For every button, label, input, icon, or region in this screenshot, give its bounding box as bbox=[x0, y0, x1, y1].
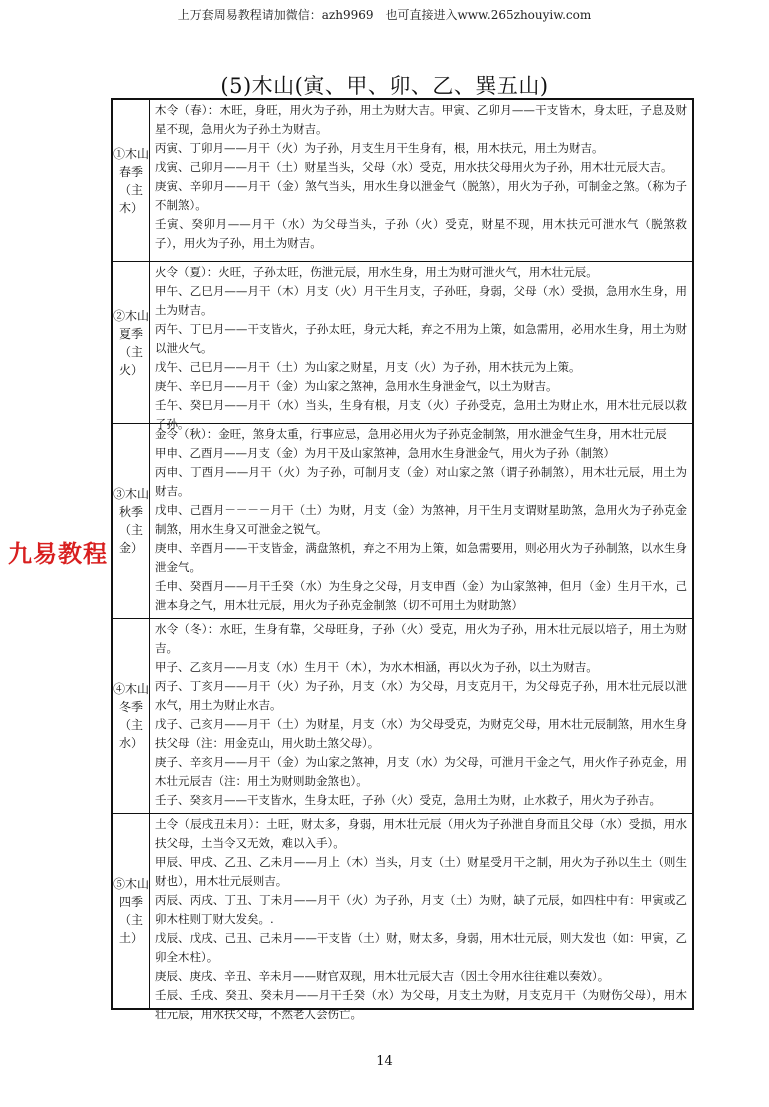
label-line: 夏季 bbox=[118, 326, 143, 341]
content-line: 庚辰、庚戌、辛丑、辛未月——财官双现，用木壮元辰大吉（因土令用水往往难以奏效）。 bbox=[155, 969, 610, 983]
page-header: 上万套周易教程请加微信：azh9969 也可直接进入www.265zhouyiw.com bbox=[177, 8, 592, 22]
label-line: ③木山 bbox=[113, 487, 150, 501]
table-row bbox=[113, 423, 692, 618]
content-line: 壬寅、癸卯月——月干（水）为父母当头，子孙（火）受克，财星不现，用木扶元可泄水气（脱煞救子），用火为子孙，用土为财吉。 bbox=[155, 217, 687, 250]
content-line: 丙辰、丙戌、丁丑、丁未月——月干（火）为子孙，月支（土）为财，缺了元辰，如四柱中有：甲寅或乙卯木柱则丁财大发矣。. bbox=[155, 893, 687, 926]
page-title: (5)木山(寅、甲、卯、乙、巽五山) bbox=[220, 74, 549, 98]
content-line: 甲辰、甲戌、乙丑、乙未月——月上（木）当头，月支（土）财星受月干之制，用火为子孙以生土（则生财也），用木壮元辰则吉。 bbox=[155, 855, 687, 888]
section-content bbox=[150, 619, 692, 813]
content-line: 金令（秋）：金旺，煞身太重，行事应忌，急用必用火为子孙克金制煞，用水泄金气生身，用木壮元辰 bbox=[155, 427, 667, 441]
label-line: 秋季 bbox=[118, 505, 143, 519]
label-line: ①木山 bbox=[113, 146, 150, 161]
label-line: （主木） bbox=[118, 182, 143, 215]
label-line: ④木山 bbox=[113, 682, 150, 696]
section-content bbox=[150, 262, 692, 431]
table-row bbox=[113, 813, 692, 1021]
content-line: 戊午、己巳月——月干（土）为山家之财星，月支（火）为子孙，用木扶元为上策。 bbox=[155, 360, 581, 374]
content-line: 甲子、乙亥月——月支（水）生月干（木），为水木相涵，再以火为子孙，以土为财吉。 bbox=[155, 660, 598, 674]
watermark-text: 九易教程 bbox=[8, 540, 108, 568]
content-line: 庚午、辛巳月——月干（金）为山家之煞神，急用水生身泄金气，以土为财吉。 bbox=[155, 379, 558, 393]
table-row bbox=[113, 261, 692, 431]
content-line: 土令（辰戌丑未月）：土旺，财太多，身弱，用木壮元辰（用火为子孙泄自身而且父母（水）受损，用水扶父母，土当令又无效，难以入手）。 bbox=[155, 817, 687, 850]
label-line: ⑤木山 bbox=[113, 877, 150, 891]
label-line: 四季 bbox=[118, 895, 143, 909]
content-line: 丙子、丁亥月——月干（火）为子孙，月支（水）为父母，月支克月干，为父母克子孙，用木壮元辰以泄水气，用土为财止水吉。 bbox=[155, 679, 687, 712]
content-line: 甲申、乙酉月——月支（金）为月干及山家煞神，急用水生身泄金气，用火为子孙（制煞） bbox=[155, 446, 615, 460]
content-line: 木令（春）：木旺，身旺，用火为子孙，用土为财大吉。甲寅、乙卯月——干支皆木，身太旺，子息及财星不现，急用火为子孙土为财吉。 bbox=[155, 103, 687, 136]
section-content bbox=[150, 100, 692, 261]
table-row bbox=[113, 618, 692, 813]
page-number: 14 bbox=[376, 1054, 393, 1069]
content-line: 丙寅、丁卯月——月干（火）为子孙，月支生月干生身有，根，用木扶元，用土为财吉。 bbox=[155, 141, 604, 155]
content-line: 庚寅、辛卯月——月干（金）煞气当头，用水生身以泄金气（脱煞），用火为子孙，可制金之煞。（称为子不制煞）。 bbox=[155, 179, 687, 212]
label-line: （主土） bbox=[118, 913, 143, 945]
season-label bbox=[113, 100, 150, 261]
content-line: 壬午、癸巳月——月干（水）当头，生身有根，月支（火）子孙受克，急用土为财止水，用木壮元辰以救子孙。 bbox=[155, 398, 687, 431]
label-line: （主金） bbox=[118, 523, 143, 555]
label-line: （主火） bbox=[118, 344, 143, 377]
label-line: （主水） bbox=[118, 718, 143, 750]
section-content bbox=[150, 424, 692, 618]
content-line: 壬辰、壬戌、癸丑、癸未月——月干壬癸（水）为父母，月支土为财，月支克月干（为财伤父母），用木壮元辰，用水扶父母，不然老人会伤亡。 bbox=[155, 988, 687, 1021]
content-line: 戊寅、己卯月——月干（土）财星当头，父母（水）受克，用水扶父母用火为子孙，用木壮元辰大吉。 bbox=[155, 160, 673, 174]
season-label bbox=[113, 424, 150, 618]
content-line: 水令（冬）：水旺，生身有靠，父母旺身，子孙（火）受克，用火为子孙，用木壮元辰以培子，用土为财吉。 bbox=[155, 622, 687, 655]
content-line: 丙午、丁巳月——干支皆火，子孙太旺，身元大耗，弃之不用为上策，如急需用，必用水生身，用土为财以泄火气。 bbox=[155, 322, 687, 355]
content-line: 戊辰、戊戌、己丑、己未月——干支皆（土）财，财太多，身弱，用木壮元辰，则大发也（如：甲寅，乙卯全木柱）。 bbox=[155, 931, 687, 964]
content-line: 壬子、癸亥月——干支皆水，生身太旺，子孙（火）受克，急用土为财，止水救子，用火为子孙吉。 bbox=[155, 793, 661, 807]
content-line: 戊申、己酉月－－－－月干（土）为财，月支（金）为煞神，月干生月支谓财星助煞，急用火为子孙克金制煞，用水生身又可泄金之锐气。 bbox=[155, 503, 687, 536]
content-line: 庚申、辛酉月——干支皆金，满盘煞机，弃之不用为上策，如急需要用，则必用火为子孙制煞，以水生身泄金气。 bbox=[155, 541, 687, 574]
content-line: 甲午、乙巳月——月干（木）月支（火）月干生月支，子孙旺，身弱，父母（水）受损，急用水生身，用土为财吉。 bbox=[155, 284, 687, 317]
content-line: 戊子、己亥月——月干（土）为财星，月支（水）为父母受克，为财克父母，用木壮元辰制煞，用水生身扶父母（注：用金克山，用火助土煞父母）。 bbox=[155, 717, 687, 750]
label-line: ②木山 bbox=[113, 308, 150, 323]
season-label bbox=[113, 262, 150, 423]
label-line: 冬季 bbox=[118, 700, 143, 714]
content-line: 丙申、丁酉月——月干（火）为子孙，可制月支（金）对山家之煞（谓子孙制煞），用木壮元辰，用土为财吉。 bbox=[155, 465, 687, 498]
table-row bbox=[113, 100, 692, 261]
label-line: 春季 bbox=[118, 164, 143, 179]
season-label bbox=[113, 814, 150, 1008]
section-content bbox=[150, 814, 692, 1021]
content-line: 火令（夏）：火旺，子孙太旺，伤泄元辰，用水生身，用土为财可泄火气，用木壮元辰。 bbox=[155, 265, 598, 279]
content-line: 壬申、癸酉月——月干壬癸（水）为生身之父母，月支申酉（金）为山家煞神，但月（金）生月干水，己泄本身之气，用木壮元辰，用火为子孙克金制煞（切不可用土为财助煞） bbox=[155, 579, 687, 612]
season-label bbox=[113, 619, 150, 813]
mountain-table bbox=[111, 98, 694, 1021]
content-line: 庚子、辛亥月——月干（金）为山家之煞神，月支（水）为父母，可泄月干金之气，用火作子孙克金，用木壮元辰吉（注：用土为财则助金煞也）。 bbox=[155, 755, 687, 788]
